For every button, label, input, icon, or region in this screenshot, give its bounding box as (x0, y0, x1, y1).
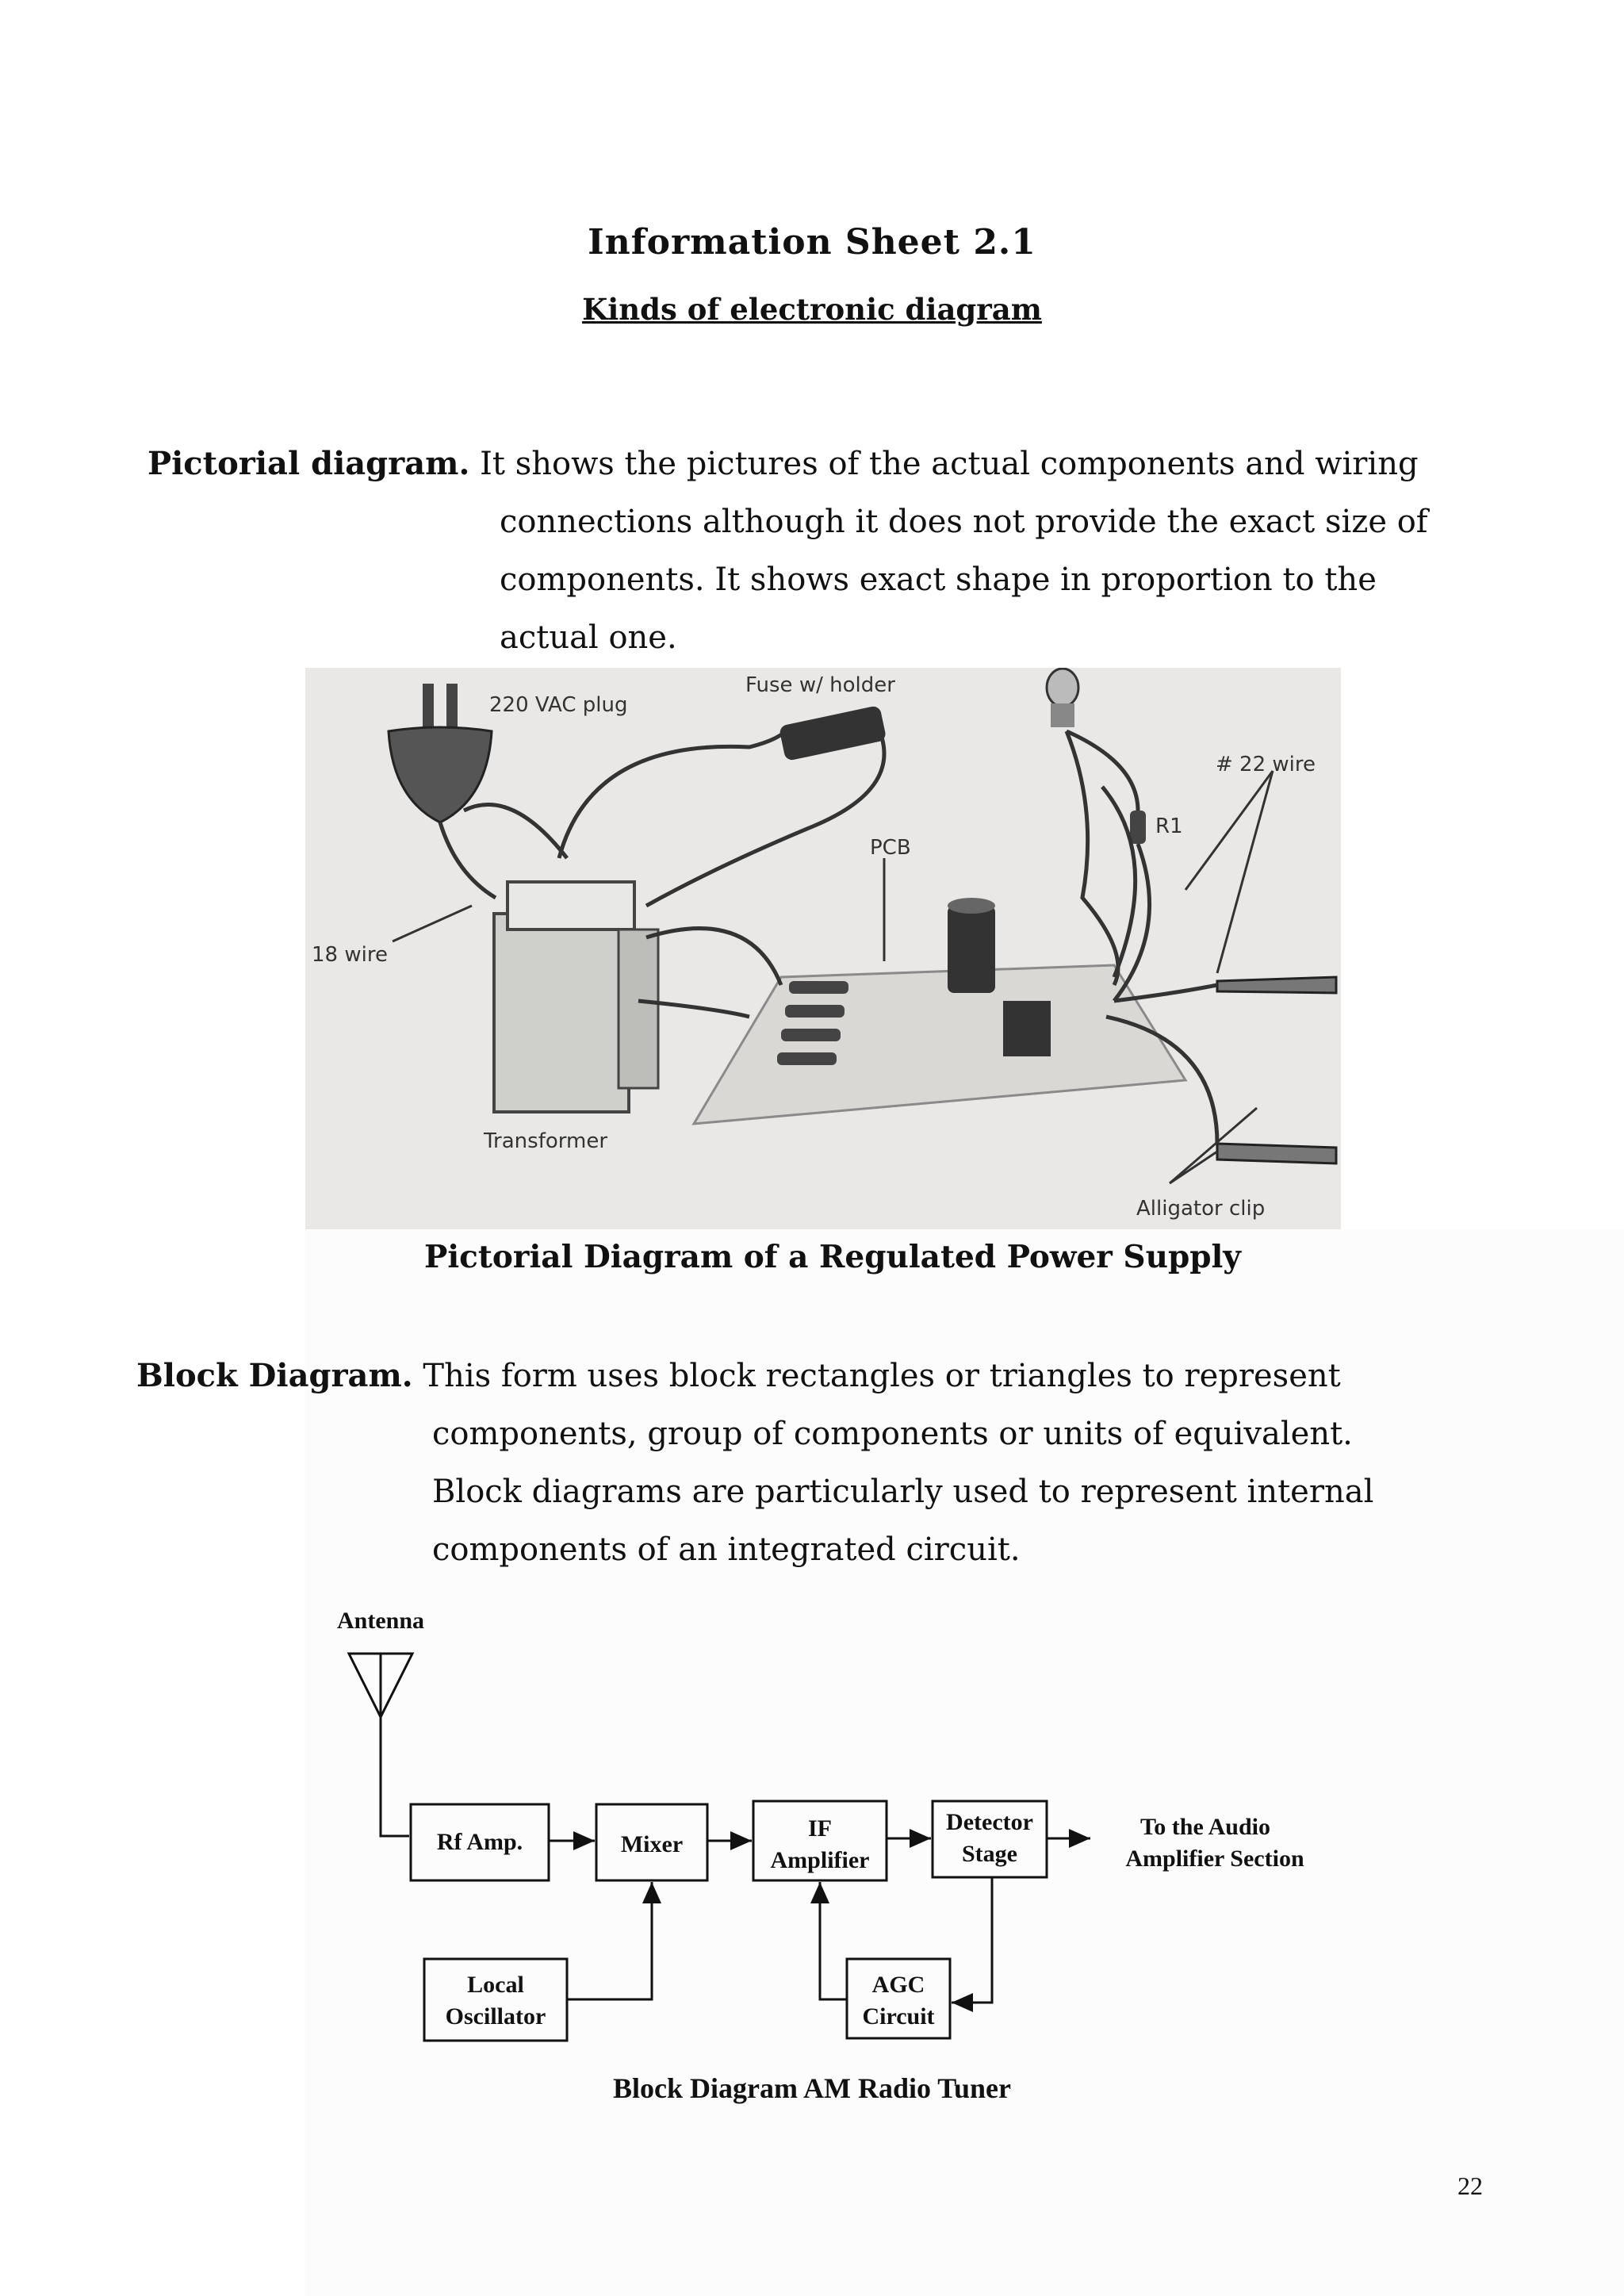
plug-shape (389, 684, 492, 822)
label-pcb: PCB (870, 836, 911, 860)
local-oscillator-label-line-2: Oscillator (445, 2003, 546, 2030)
block-text-line-4: components of an integrated circuit. (432, 1531, 1021, 1568)
agc-label-line-1: AGC (871, 1972, 925, 1998)
label-22-wire: # 22 wire (1216, 753, 1316, 776)
antenna-label: Antenna (336, 1608, 425, 1634)
led-shape (1047, 669, 1078, 727)
pictorial-text-line-4: actual one. (500, 619, 677, 656)
alligator-clip-shapes (1217, 977, 1336, 1163)
antenna-feed-line (381, 1717, 409, 1836)
detector-label-line-2: Stage (962, 1841, 1017, 1867)
pictorial-term: Pictorial diagram. (147, 445, 470, 482)
block-text-line-3: Block diagrams are particularly used to represent internal (432, 1474, 1374, 1510)
pcb-board (694, 965, 1185, 1124)
arrow-oscillator-to-mixer (567, 1882, 652, 1999)
local-oscillator-label-line-1: Local (467, 1972, 524, 1998)
pictorial-diagram-image (305, 668, 1341, 1229)
page-number: 22 (1457, 2171, 1483, 2200)
block-paragraph (136, 1347, 1516, 1579)
fuse-holder-shape (779, 705, 887, 761)
if-amplifier-label-line-2: Amplifier (770, 1847, 870, 1873)
page-subtitle: Kinds of electronic diagram (582, 292, 1042, 327)
resistor-r1-shape (1130, 811, 1146, 844)
label-r1: R1 (1155, 815, 1183, 838)
mixer-label: Mixer (620, 1831, 684, 1857)
if-amplifier-label-line-1: IF (808, 1815, 832, 1842)
regulator-shape (1003, 1001, 1051, 1056)
pictorial-caption: Pictorial Diagram of a Regulated Power Supply (424, 1239, 1241, 1275)
rf-amp-label: Rf Amp. (436, 1829, 523, 1855)
pictorial-paragraph (147, 435, 1496, 667)
pictorial-text-line-3: components. It shows exact shape in proportion to the (500, 562, 1377, 598)
page-title: Information Sheet 2.1 (588, 222, 1036, 263)
label-220-vac-plug: 220 VAC plug (489, 693, 628, 717)
arrow-detector-to-agc (952, 1877, 992, 2003)
output-label-line-1: To the Audio (1140, 1814, 1270, 1840)
label-fuse-holder: Fuse w/ holder (745, 673, 895, 697)
pictorial-text-line-1: It shows the pictures of the actual components and wiring (469, 446, 1419, 482)
arrow-agc-to-if (820, 1882, 847, 1999)
label-transformer: Transformer (484, 1129, 608, 1153)
transformer-shape (494, 882, 658, 1112)
block-term: Block Diagram. (136, 1357, 413, 1394)
label-18-wire: 18 wire (312, 943, 388, 967)
pictorial-text-line-2: connections although it does not provide the exact size of (500, 504, 1428, 540)
label-alligator-clip: Alligator clip (1136, 1197, 1266, 1221)
block-text-line-2: components, group of components or units of equivalent. (432, 1416, 1353, 1452)
block-diagram (301, 1598, 1364, 2122)
capacitor-shape (948, 898, 995, 993)
block-caption: Block Diagram AM Radio Tuner (612, 2072, 1012, 2104)
agc-label-line-2: Circuit (862, 2003, 935, 2030)
output-label-line-2: Amplifier Section (1125, 1846, 1304, 1872)
detector-label-line-1: Detector (946, 1809, 1033, 1835)
block-text-line-1: This form uses block rectangles or triangles to represent (412, 1358, 1341, 1394)
